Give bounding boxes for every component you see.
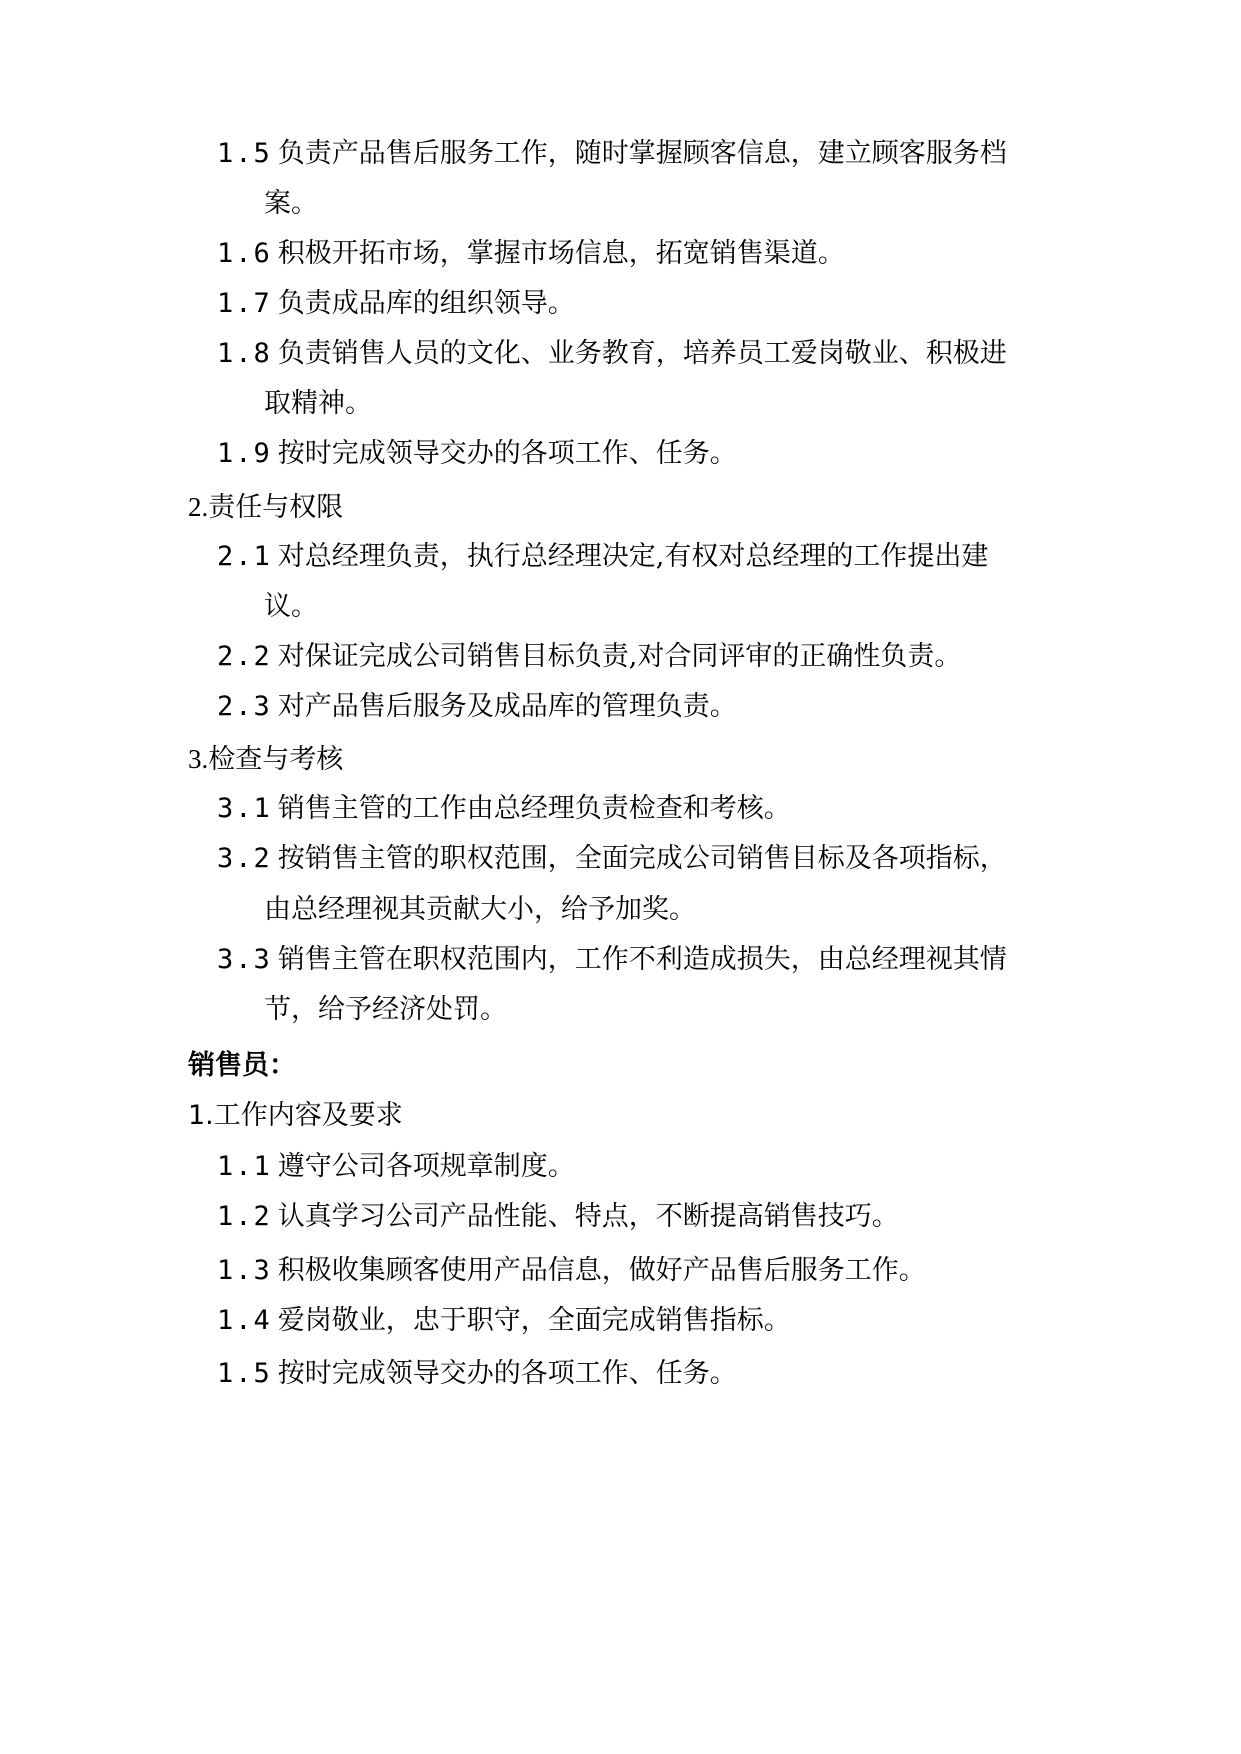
item-text: 对产品售后服务及成品库的管理负责。 [277,691,737,722]
heading-text: 责任与权限 [208,492,344,523]
item-text: 积极开拓市场，掌握市场信息，拓宽销售渠道。 [277,238,845,269]
item-text: 负责产品售后服务工作，随时掌握顾客信息，建立顾客服务档 [277,138,1007,169]
work-item-1-1 [217,1151,575,1183]
duty-item-1-7 [217,288,575,320]
duty-item-1-5 [217,138,1007,170]
item-text: 负责成品库的组织领导。 [277,288,575,319]
item-text: 负责销售人员的文化、业务教育，培养员工爱岗敬业、积极进 [277,338,1007,369]
work-item-1-5 [217,1358,737,1390]
responsibility-item-2-3 [217,691,737,723]
item-text: 销售主管在职权范围内，工作不利造成损失，由总经理视其情 [277,944,1007,975]
responsibility-item-2-1-continuation: 议。 [264,591,318,622]
item-number: 1.6 [217,238,272,269]
duty-item-1-5-continuation: 案。 [264,188,318,219]
duty-item-1-8 [217,338,1007,370]
responsibility-item-2-2 [217,641,961,673]
salesperson-title: 销售员： [188,1050,296,1081]
heading-number: 3. [188,744,209,774]
item-number: 1.9 [217,438,272,469]
responsibility-item-2-1 [217,541,988,573]
work-item-1-2 [217,1201,899,1233]
heading-text: 工作内容及要求 [213,1100,403,1131]
item-number: 3.3 [217,944,272,975]
item-number: 1.5 [217,1358,272,1389]
inspection-item-3-2 [217,843,1007,875]
heading-text: 检查与考核 [208,744,344,775]
item-number: 1.7 [217,288,272,319]
item-text: 对保证完成公司销售目标负责,对合同评审的正确性负责。 [277,641,962,672]
item-text: 爱岗敬业，忠于职守，全面完成销售指标。 [277,1305,791,1336]
duty-item-1-6 [217,238,845,270]
duty-item-1-9 [217,438,737,470]
item-number: 2.2 [217,641,272,672]
item-text: 对总经理负责，执行总经理决定,有权对总经理的工作提出建 [277,541,989,572]
item-number: 1.8 [217,338,272,369]
duty-item-1-8-continuation: 取精神。 [264,388,372,419]
heading-number: 2. [188,492,209,522]
item-text: 遵守公司各项规章制度。 [277,1151,575,1182]
work-item-1-4 [217,1305,791,1337]
section-heading-inspection [188,743,343,776]
section-heading-work [188,1100,403,1132]
inspection-item-3-2-continuation: 由总经理视其贡献大小，给予加奖。 [264,894,696,925]
inspection-item-3-3-continuation: 节，给予经济处罚。 [264,994,507,1025]
work-item-1-3 [217,1255,926,1287]
item-text: 销售主管的工作由总经理负责检查和考核。 [277,793,791,824]
item-number: 1.3 [217,1255,272,1286]
item-text: 认真学习公司产品性能、特点，不断提高销售技巧。 [277,1201,899,1232]
inspection-item-3-1 [217,793,791,825]
inspection-item-3-3 [217,944,1007,976]
item-number: 3.2 [217,843,272,874]
item-text: 积极收集顾客使用产品信息，做好产品售后服务工作。 [277,1255,926,1286]
item-number: 3.1 [217,793,272,824]
item-number: 2.3 [217,691,272,722]
item-text: 按销售主管的职权范围，全面完成公司销售目标及各项指标， [277,843,1007,874]
section-heading-responsibility [188,491,343,524]
item-number: 2.1 [217,541,272,572]
item-text: 按时完成领导交办的各项工作、任务。 [277,1358,737,1389]
item-text: 按时完成领导交办的各项工作、任务。 [277,438,737,469]
item-number: 1.2 [217,1201,272,1232]
item-number: 1.1 [217,1151,272,1182]
item-number: 1.4 [217,1305,272,1336]
heading-number: 1. [188,1100,214,1131]
item-number: 1.5 [217,138,272,169]
